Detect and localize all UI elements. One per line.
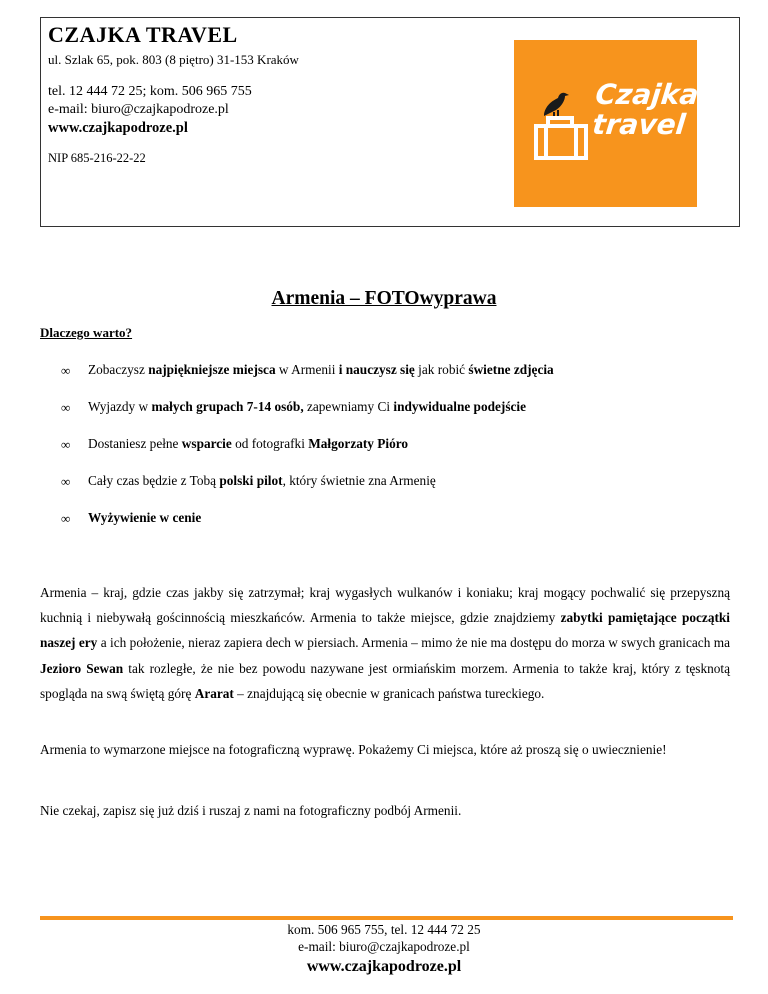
- footer: [0, 921, 768, 979]
- email-line: e-mail: biuro@czajkapodroze.pl: [48, 102, 229, 117]
- company-name: CZAJKA TRAVEL: [48, 22, 238, 47]
- nip-number: NIP 685-216-22-22: [48, 151, 146, 165]
- czajka-travel-logo: [514, 40, 701, 207]
- company-address: ul. Szlak 65, pok. 803 (8 piętro) 31-153 Kraków: [48, 52, 299, 67]
- paragraph-call-to-action: Nie czekaj, zapisz się już dziś i ruszaj z nami na fotograficzny podbój Armenii.: [40, 803, 462, 818]
- infinity-bullet-icon: ∞: [61, 511, 71, 526]
- footer-website-link[interactable]: www.czajkapodroze.pl: [306, 958, 462, 975]
- footer-phones: kom. 506 965 755, tel. 12 444 72 25: [287, 922, 481, 937]
- letterhead-box: [40, 17, 740, 227]
- infinity-bullet-icon: ∞: [61, 400, 71, 415]
- why-heading: Dlaczego warto?: [40, 325, 133, 340]
- logo-wordmark: [591, 80, 700, 140]
- infinity-bullet-icon: ∞: [61, 437, 71, 452]
- paragraph-armenia-intro: Armenia – kraj, gdzie czas jakby się zatrzymał; kraj wygasłych wulkanów i koniaku; kraj mogący pochwalić się przepyszną kuchnią i niebywałą gościnnością mieszkańców. Armenia to także miejsce, gdzie znajdziemy zabytki pamiętające początki naszej ery a ich położenie, nieraz zapiera dech w piersiach. Armenia – mimo że nie ma dostępu do morza w swych granicach ma Jezioro Sewan tak rozległe, że nie bez powodu nazywane jest ormiańskim morzem. Armenia to także kraj, który z tęsknotą spogląda na swą świętą górę Ararat – znajdującą się obecnie w granicach państwa tureckiego.: [40, 585, 731, 701]
- footer-email: e-mail: biuro@czajkapodroze.pl: [298, 939, 470, 954]
- contact-block: [48, 83, 252, 137]
- footer-divider: [40, 916, 733, 920]
- page-title: Armenia – FOTOwyprawa: [271, 288, 497, 309]
- phone-line: tel. 12 444 72 25; kom. 506 965 755: [48, 84, 252, 99]
- paragraph-photo-trip: Armenia to wymarzone miejsce na fotograficzną wyprawę. Pokażemy Ci miejsca, które aż proszą się o uwiecznienie!: [40, 742, 667, 757]
- infinity-bullet-icon: ∞: [61, 474, 71, 489]
- infinity-bullet-icon: ∞: [61, 363, 71, 378]
- website-link[interactable]: www.czajkapodroze.pl: [48, 120, 188, 136]
- logo-line-2: travel: [590, 108, 688, 141]
- logo-line-1: Czajka: [593, 78, 701, 111]
